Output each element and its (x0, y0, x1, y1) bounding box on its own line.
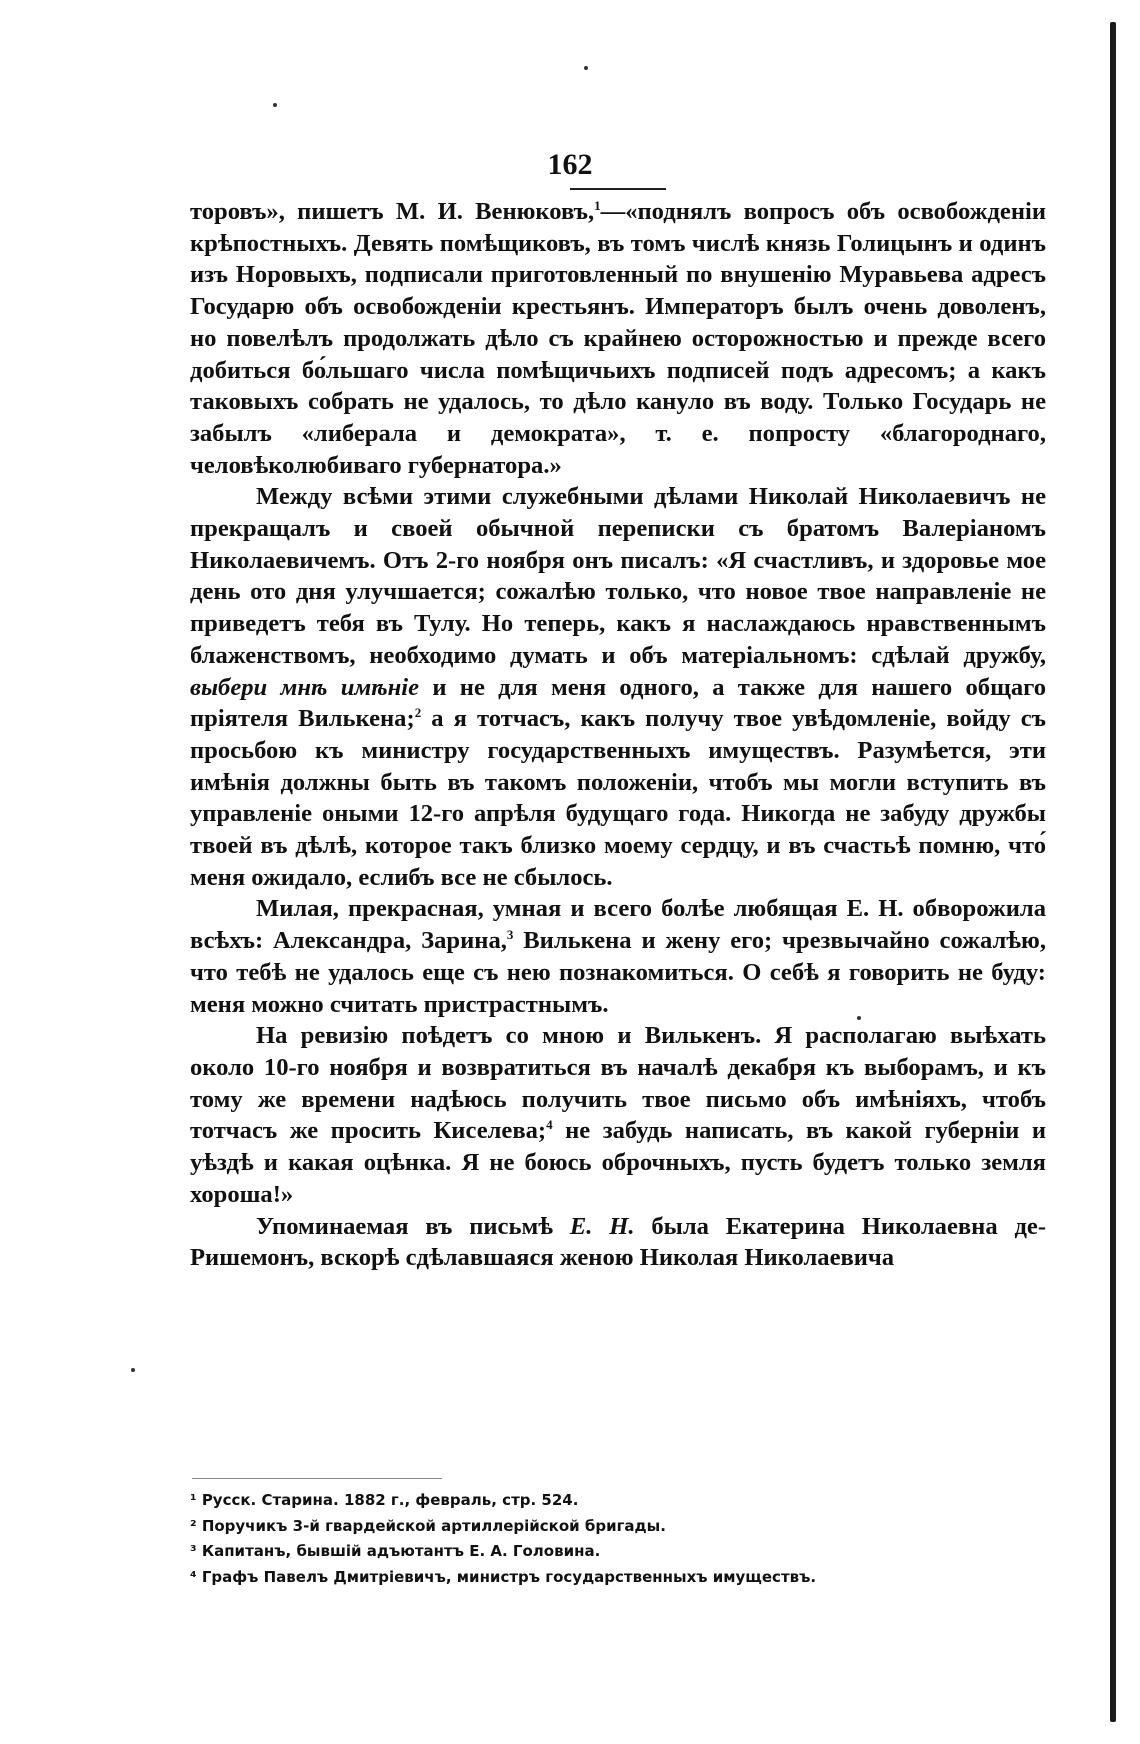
footnote-text: Поручикъ 3-й гвардейской артиллерійской бригады. (201, 1516, 666, 1535)
footnote-mark: ¹ (190, 1491, 197, 1509)
text-segment: На ревизію поѣдетъ со мною и Вилькенъ. Я располагаю выѣхать около 10-го ноября и возвратиться въ началѣ декабря къ выборамъ, и къ тому же времени надѣюсь получить твое письмо объ имѣніяхъ, чтобъ тотчасъ же просить Киселева; (190, 1022, 1046, 1145)
paragraph (190, 1211, 1046, 1274)
footnote-reference: 2 (414, 705, 422, 721)
footnote-text: Капитанъ, бывшій адъютантъ Е. А. Головина. (201, 1542, 601, 1560)
italic-text: выбери мнѣ имѣніе (190, 673, 420, 701)
text-segment: была Екатерина Николаевна де-Ришемонъ, вскорѣ сдѣлавшаяся женою Николая Николаевича (190, 1212, 1047, 1272)
page-edge-line (1110, 22, 1116, 1722)
text-segment: —«поднялъ вопросъ объ освобожденіи крѣпостныхъ. Девять помѣщиковъ, въ томъ числѣ князь Голицынъ и одинъ изъ Норовыхъ, подписали приготовленный по внушенію Муравьева адресъ Государю объ освобожденіи крестьянъ. Императоръ былъ очень доволенъ, но повелѣлъ продолжать дѣло съ крайнею осторожностью и прежде всего добиться бо́льшаго числа помѣщичьихъ подписей подъ адресомъ; а какъ таковыхъ собрать не удалось, то дѣло кануло въ воду. Только Государь не забылъ «либерала и демократа», т. е. попросту «благороднаго, человѣколюбиваго губернатора.» (190, 198, 1046, 479)
footnote-reference: 4 (546, 1117, 553, 1133)
speck-dot (273, 103, 277, 107)
footnote (190, 1514, 1050, 1540)
text-segment: а я тотчасъ, какъ получу твое увѣдомленіе, войду съ просьбою къ министру государственныхъ имуществъ. Разумѣется, эти имѣнія должны быть въ такомъ положеніи, чтобъ мы могли вступить въ управленіе оными 12-го апрѣля будущаго года. Никогда не забуду дружбы твоей въ дѣлѣ, которое такъ близко моему сердцу, и въ счастьѣ помню, что́ меня ожидало, еслибъ все не сбылось. (190, 705, 1046, 891)
footnote-reference: 1 (594, 197, 601, 213)
footnote (190, 1565, 1050, 1591)
footnote-mark: ⁴ (190, 1567, 197, 1586)
footnotes (190, 1488, 1050, 1590)
text-segment: Вилькена и жену его; чрезвычайно сожалѣю, что тебѣ не удалось еще съ нею познакомиться. О себѣ я говорить не буду: меня можно считать пристрастнымъ. (190, 927, 1047, 1018)
text-segment: Милая, прекрасная, умная и всего болѣе любящая Е. Н. обворожила всѣхъ: Александра, Зарина, (190, 895, 1046, 955)
footnote (190, 1488, 1050, 1514)
page-number-rule (570, 188, 666, 190)
speck-dot (584, 66, 588, 70)
italic-text: Е. Н. (569, 1212, 635, 1240)
text-segment: Между всѣми этими служебными дѣлами Николай Николаевичъ не прекращалъ и своей обычной переписки съ братомъ Валеріаномъ Николаевичемъ. Отъ 2-го ноября онъ писалъ: «Я счастливъ, и здоровье мое день ото дня улучшается; сожалѣю только, что новое твое направленіе не приведетъ тебя въ Тулу. Но теперь, какъ я наслаждаюсь нравственнымъ блаженствомъ, необходимо думать и объ матеріальномъ: сдѣлай дружбу, (190, 483, 1046, 669)
footnote-text: Графъ Павелъ Дмитріевичъ, министръ государственныхъ имуществъ. (201, 1567, 817, 1586)
footnote-reference: 3 (506, 926, 514, 942)
footnote-separator (192, 1478, 442, 1479)
speck-dot (131, 1368, 135, 1372)
paragraph (190, 1020, 1046, 1210)
footnote-mark: ² (190, 1516, 197, 1535)
footnote-mark: ³ (190, 1542, 197, 1560)
text-segment: и не для меня одного, а также для нашего общаго пріятеля Вилькена; (190, 673, 1046, 733)
paragraph (190, 196, 1046, 481)
footnote (190, 1539, 1050, 1565)
text-segment: Упоминаемая въ письмѣ (256, 1212, 570, 1240)
text-segment: торовъ», пишетъ М. И. Венюковъ, (190, 198, 595, 225)
text-segment: не забудь написать, въ какой губерніи и уѣздѣ и какая оцѣнка. Я не боюсь оброчныхъ, пусть будетъ только земля хороша!» (190, 1117, 1046, 1208)
footnote-text: Русск. Старина. 1882 г., февраль, стр. 524. (201, 1491, 579, 1509)
body-text (190, 196, 1046, 1274)
paragraph (190, 893, 1046, 1020)
paragraph (190, 481, 1046, 893)
page-number: 162 (547, 148, 593, 181)
